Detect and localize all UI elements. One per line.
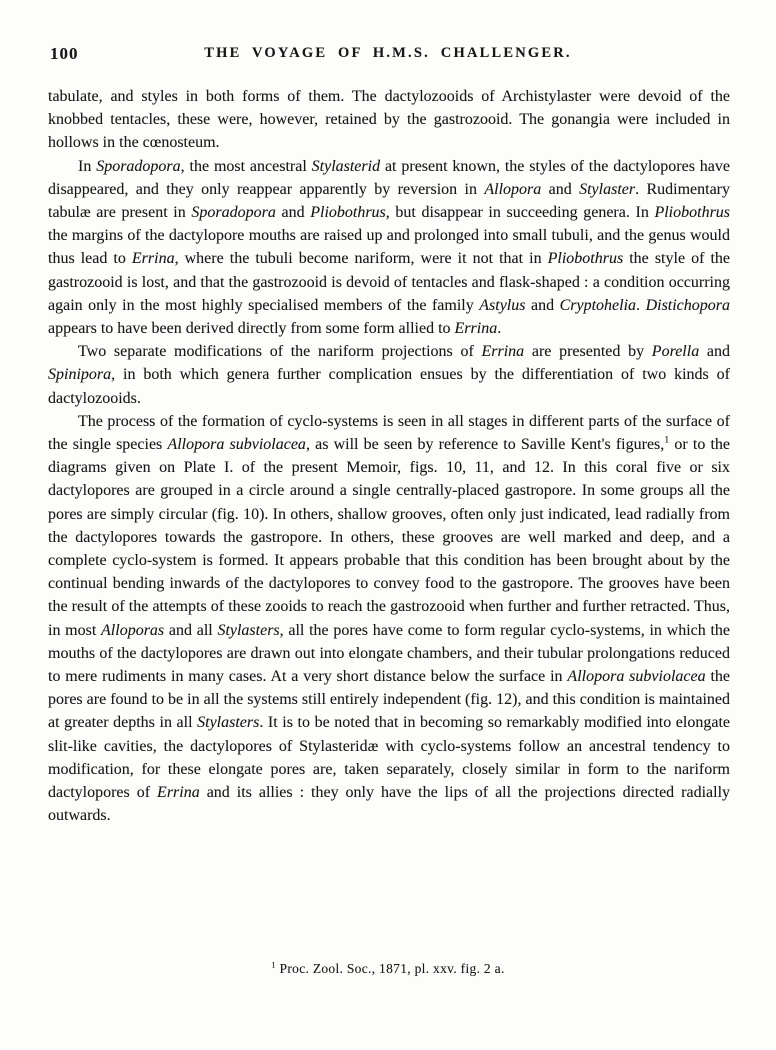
- footnote: $^1$ Proc. Zool. Soc., 1871, pl. xxv. fig. 2 a.: [271, 960, 505, 976]
- italic-taxon: Stylasterid: [311, 157, 381, 175]
- footnote-marker: 1: [664, 434, 670, 446]
- italic-taxon: Stylasters: [217, 621, 280, 639]
- footnote-marker: 1: [271, 960, 276, 970]
- italic-taxon: Stylaster: [579, 180, 636, 198]
- italic-taxon: Pliobothrus: [547, 250, 624, 268]
- body-text: [48, 85, 730, 828]
- italic-taxon: Porella: [651, 343, 700, 361]
- italic-taxon: Astylus: [479, 296, 526, 314]
- italic-taxon: Cryptohelia: [559, 296, 637, 314]
- italic-taxon: Alloporas: [101, 621, 165, 639]
- italic-taxon: Allopora subviolacea: [167, 436, 306, 454]
- italic-taxon: Allopora subviolacea: [567, 668, 706, 686]
- italic-taxon: Allopora: [484, 180, 542, 198]
- italic-taxon: Errina: [157, 784, 200, 802]
- running-header: THE VOYAGE OF H.M.S. CHALLENGER.: [204, 45, 572, 61]
- paragraph: The process of the formation of cyclo-systems is seen in all stages in different parts of the surface of the single species Allopora subviolacea, as will be seen by reference to Saville Kent's figures,$^1$ or to the diagrams given on Plate I. of the present Memoir, figs. 10, 11, and 12. In this coral five or six dactylopores are grouped in a circle around a single centrally-placed gastropore. In some groups all the pores are simply circular (fig. 10). In others, shallow grooves, often only just indicated, lead radially from the dactylopores towards the gastropore. In others, these grooves are well marked and deep, and a complete cyclo-system is formed. It appears probable that this condition has been brought about by the continual bending inwards of the dactylopores to convey food to the gastropore. The grooves have been the result of the attempts of these zooids to reach the gastrozooid when further and further retracted. Thus, in most Alloporas and all Stylasters, all the pores have come to form regular cyclo-systems, in which the mouths of the dactylopores are drawn out into elongate chambers, and their tubular prolongations reduced to mere rudiments in many cases. At a very short distance below the surface in Allopora subviolacea the pores are found to be in all the systems still entirely independent (fig. 12), and this condition is maintained at greater depths in all Stylasters. It is to be noted that in becoming so remarkably modified into elongate slit-like cavities, the dactylopores of Stylasteridæ with cyclo-systems follow an ancestral tendency to modification, for these elongate pores are, taken separately, closely similar in form to the nariform dactylopores of Errina and its allies : they only have the lips of all the projections directed radially outwards.: [48, 412, 731, 825]
- italic-taxon: Sporadopora: [191, 204, 276, 222]
- italic-taxon: Sporadopora: [96, 157, 181, 175]
- italic-taxon: Distichopora: [645, 296, 731, 314]
- italic-taxon: Pliobothrus: [310, 204, 386, 222]
- italic-taxon: Stylasters: [197, 714, 260, 732]
- italic-taxon: Pliobothrus: [654, 204, 731, 222]
- italic-taxon: Errina: [131, 250, 175, 268]
- italic-taxon: Errina: [481, 343, 525, 361]
- page-header: [48, 43, 728, 65]
- italic-taxon: Errina: [454, 320, 498, 338]
- page-number: 100: [50, 44, 79, 63]
- paragraph: In Sporadopora, the most ancestral Stylasterid at present known, the styles of the dactylopores have disappeared, and they only reappear apparently by reversion in Allopora and Stylaster. Rudimentary tabulæ are present in Sporadopora and Pliobothrus, but disappear in succeeding genera. In Pliobothrus the margins of the dactylopore mouths are raised up and prolonged into small tubuli, and the genus would thus lead to Errina, where the tubuli become nariform, were it not that in Pliobothrus the style of the gastrozooid is lost, and that the gastrozooid is devoid of tentacles and flask-shaped : a condition occurring again only in the most highly specialised members of the family Astylus and Cryptohelia. Distichopora appears to have been derived directly from some form allied to Errina.: [48, 157, 731, 338]
- paragraph: tabulate, and styles in both forms of them. The dactylozooids of Archistylaster were devoid of the knobbed tentacles, these were, however, retained by the gastrozooid. The gonangia were included in hollows in the cœnosteum.: [48, 88, 730, 152]
- italic-taxon: Spinipora: [48, 366, 112, 384]
- paragraph: Two separate modifications of the nariform projections of Errina are presented by Porella and Spinipora, in both which genera further complication ensues by the differentiation of two kinds of dactylozooids.: [48, 343, 731, 407]
